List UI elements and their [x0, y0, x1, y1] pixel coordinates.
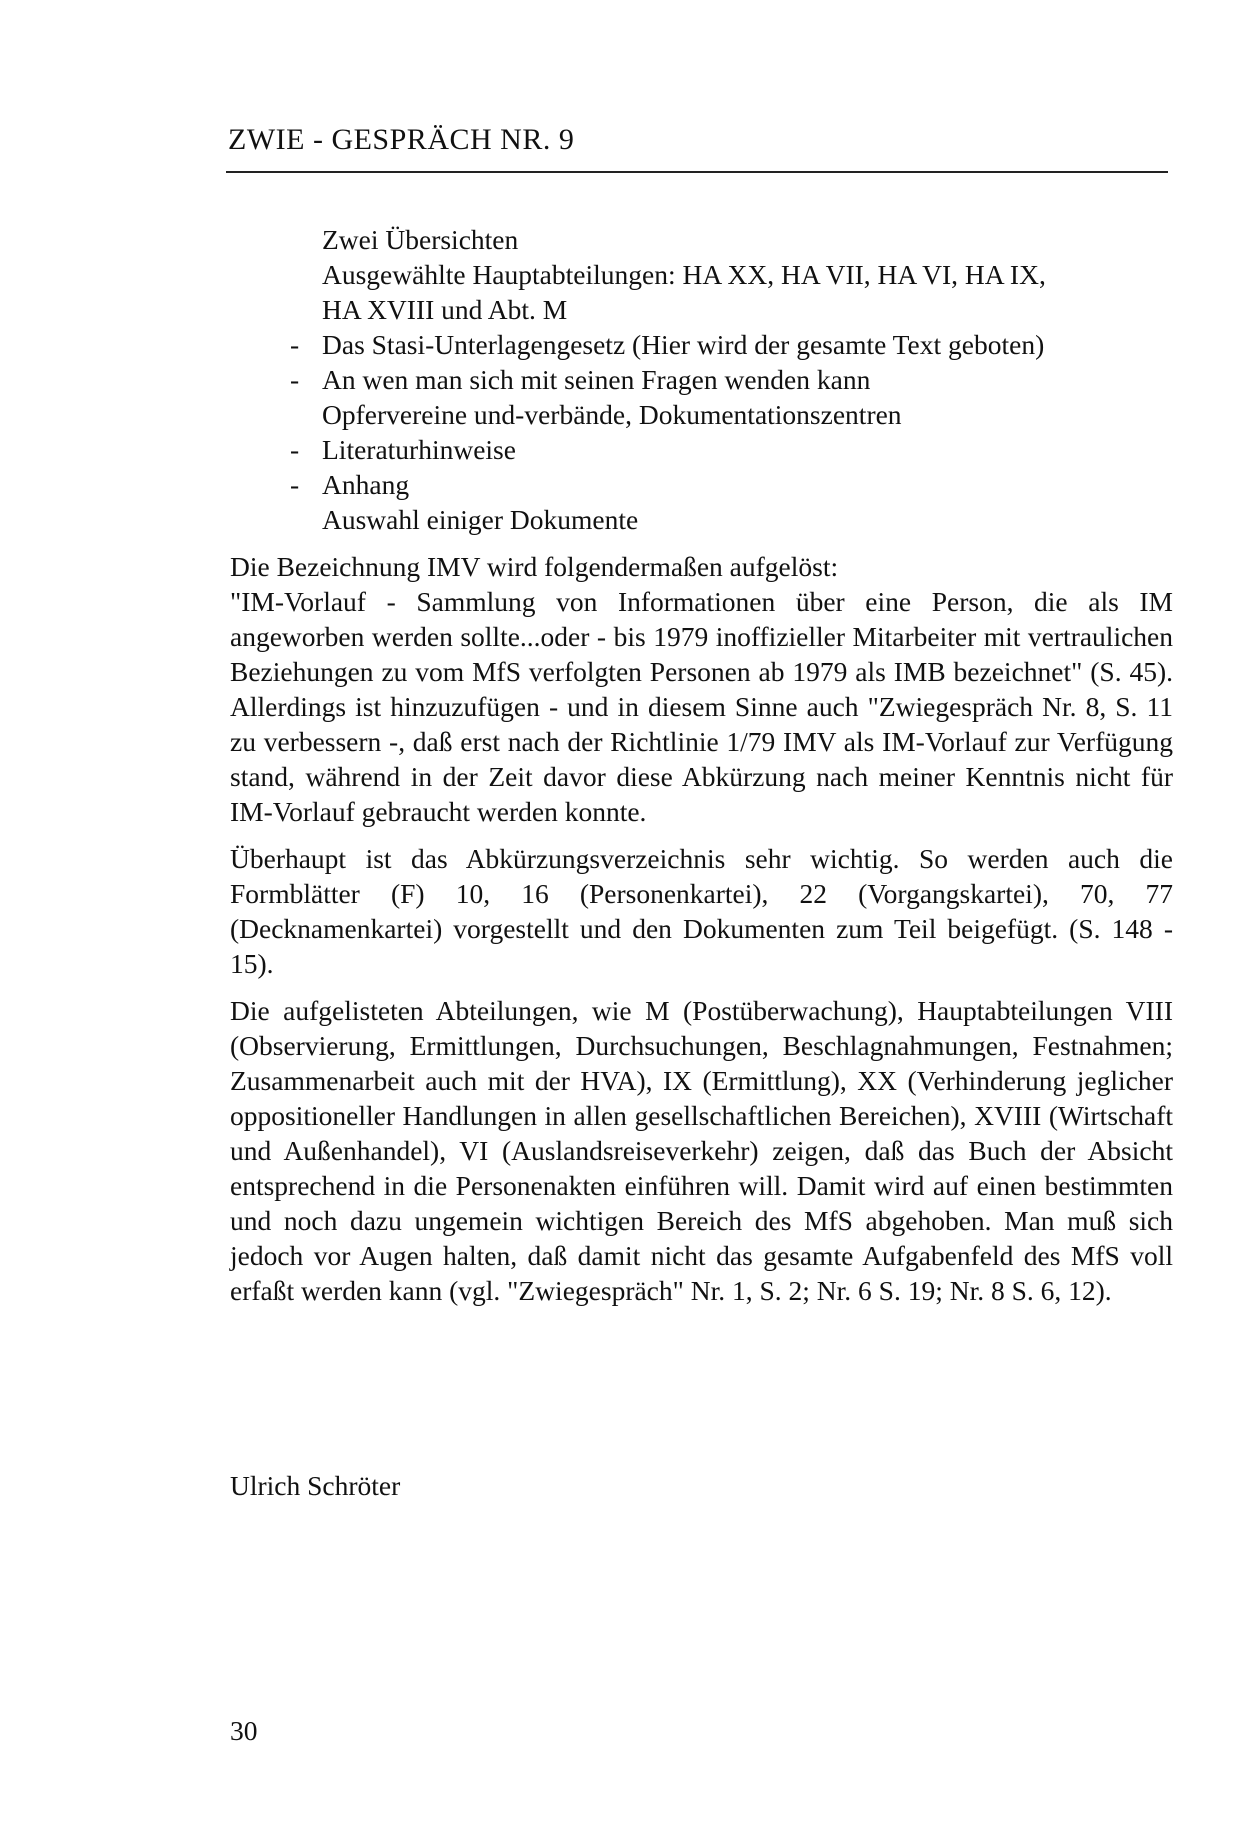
contents-item: [230, 467, 1173, 537]
list-dash: -: [290, 364, 300, 395]
paragraph-departments: Die aufgelisteten Abteilungen, wie M (Postüberwachung), Hauptabteilungen VIII (Observierung, Ermittlungen, Durchsuchungen, Beschlagnahmungen, Festnahmen; Zusammenarbeit auch mit der HVA), IX (Ermittlung), XX (Verhinderung jeglicher oppositioneller Handlungen in allen gesellschaftlichen Bereichen), XVIII (Wirtschaft und Außenhandel), VI (Auslandsreiseverkehr) zeigen, daß das Buch der Absicht entsprechend in die Personenakten einführen will. Damit wird auf einen bestimmten und noch dazu ungemein wichtigen Bereich des MfS abgehoben. Man muß sich jedoch vor Augen halten, daß damit nicht das gesamte Aufgabenfeld des MfS voll erfaßt werden kann (vgl. "Zwiegespräch" Nr. 1, S. 2; Nr. 6 S. 19; Nr. 8 S. 6, 12).: [230, 995, 1173, 1306]
contents-item-text: Das Stasi-Unterlagengesetz (Hier wird der gesamte Text geboten): [322, 329, 1045, 360]
author-signature: Ulrich Schröter: [230, 1470, 401, 1501]
contents-item-text: Anhang: [322, 469, 410, 500]
contents-item: [230, 432, 1173, 467]
contents-item-subtext: Opfervereine und-verbände, Dokumentationszentren: [322, 399, 902, 430]
list-dash: -: [290, 434, 300, 465]
contents-list: [230, 222, 1173, 537]
contents-intro-line: [230, 257, 1173, 292]
contents-item: [230, 327, 1173, 362]
contents-item-subtext: Auswahl einiger Dokumente: [322, 504, 639, 535]
list-dash: -: [290, 469, 300, 500]
contents-intro-line: [230, 292, 1173, 327]
contents-item-text: Literaturhinweise: [322, 434, 516, 465]
page-header-title: ZWIE - GESPRÄCH NR. 9: [228, 123, 575, 156]
paragraph-imv: [230, 549, 1173, 829]
paragraph-abbreviations: Überhaupt ist das Abkürzungsverzeichnis sehr wichtig. So werden auch die Formblätter (F) 10, 16 (Personenkartei), 22 (Vorgangskartei), 70, 77 (Decknamenkartei) vorgestellt und den Dokumenten zum Teil beigefügt. (S. 148 - 15).: [230, 843, 1173, 979]
contents-item: [230, 362, 1173, 432]
contents-intro-text: Ausgewählte Hauptabteilungen: HA XX, HA VII, HA VI, HA IX,: [322, 259, 1046, 290]
main-content: [230, 222, 1173, 1308]
page-number: 30: [230, 1715, 258, 1746]
contents-intro-text: Zwei Übersichten: [322, 224, 519, 255]
paragraph-imv-lead: Die Bezeichnung IMV wird folgendermaßen aufgelöst:: [230, 551, 839, 582]
contents-intro-text: HA XVIII und Abt. M: [322, 294, 568, 325]
contents-item-text: An wen man sich mit seinen Fragen wenden kann: [322, 364, 871, 395]
list-dash: -: [290, 329, 300, 360]
contents-intro-line: [230, 222, 1173, 257]
paragraph-imv-text: "IM-Vorlauf - Sammlung von Informationen über eine Person, die als IM angeworben werden sollte...oder - bis 1979 inoffizieller Mitarbeiter mit vertraulichen Beziehungen zu vom MfS verfolgten Personen ab 1979 als IMB bezeichnet" (S. 45). Allerdings ist hinzuzufügen - und in diesem Sinne auch "Zwiegespräch Nr. 8, S. 11 zu verbessern -, daß erst nach der Richtlinie 1/79 IMV als IM-Vorlauf zur Verfügung stand, während in der Zeit davor diese Abkürzung nach meiner Kenntnis nicht für IM-Vorlauf gebraucht werden konnte.: [230, 586, 1173, 827]
header-rule: [226, 171, 1168, 173]
